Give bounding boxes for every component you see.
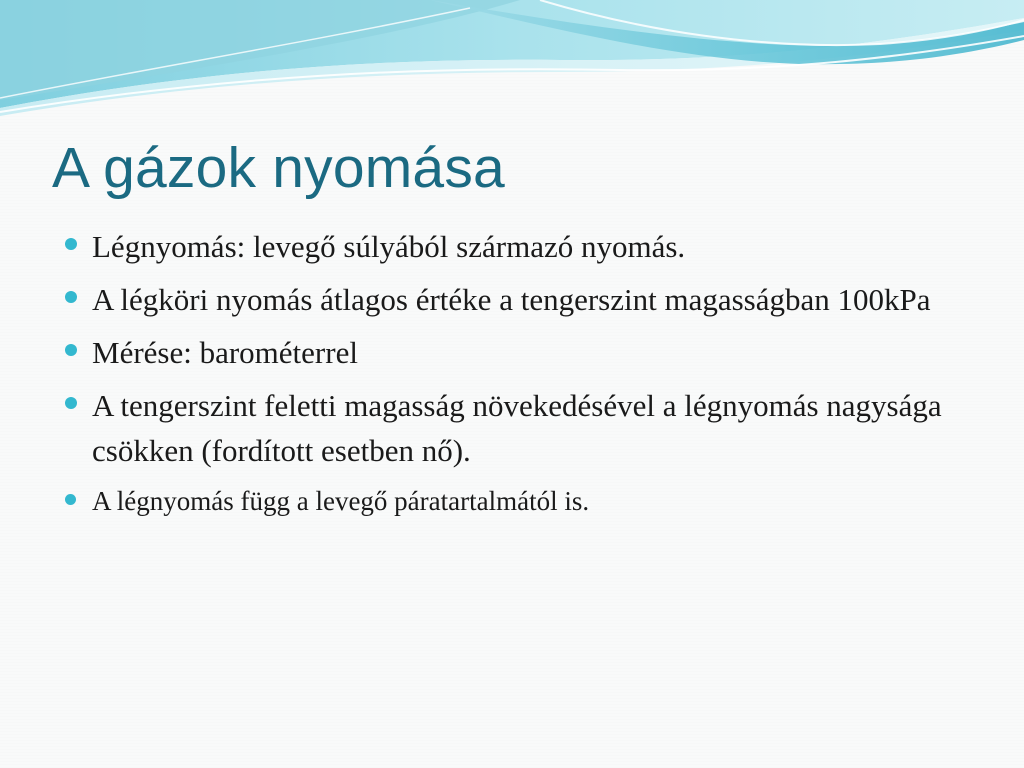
slide-title: A gázok nyomása [52,136,505,200]
bullet-dot-icon [65,494,76,505]
header-wave-decoration [0,0,1024,130]
bullet-item [62,224,962,269]
bullet-item [62,277,962,322]
bullet-list [62,224,962,521]
bullet-text: Légnyomás: levegő súlyából származó nyomás. [92,229,686,264]
bullet-dot-icon [65,344,77,356]
bullet-item [62,383,962,473]
bullet-item [62,481,962,521]
bullet-dot-icon [65,291,77,303]
bullet-dot-icon [65,397,77,409]
bullet-dot-icon [65,238,77,250]
bullet-text: A légköri nyomás átlagos értéke a tengerszint magasságban 100kPa [92,282,931,317]
bullet-text: Mérése: barométerrel [92,335,358,370]
bullet-item [62,330,962,375]
bullet-text: A légnyomás függ a levegő páratartalmától is. [92,486,590,516]
bullet-text: A tengerszint feletti magasság növekedésével a légnyomás nagysága csökken (fordított esetben nő). [92,388,942,468]
